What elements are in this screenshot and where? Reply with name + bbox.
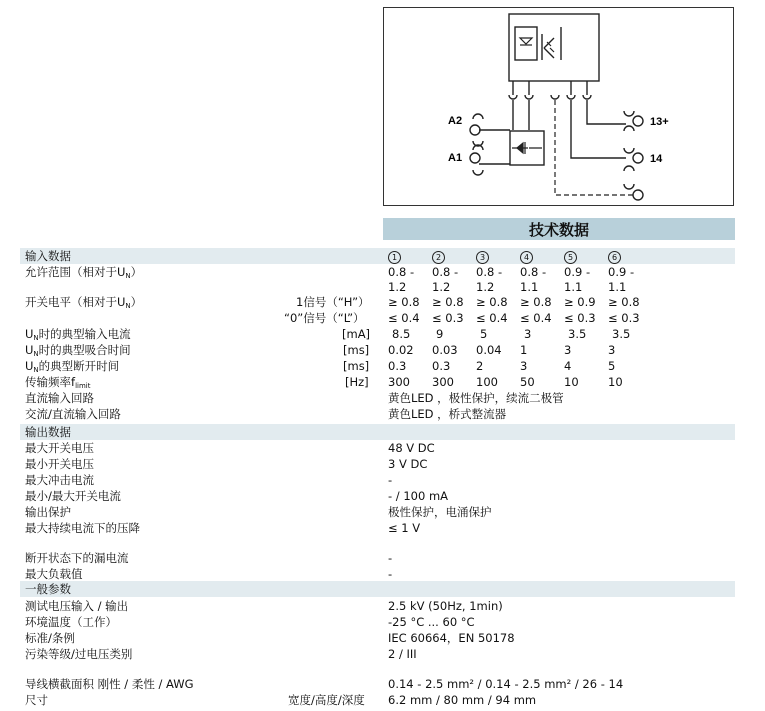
current-4: 3 [524, 327, 532, 341]
level-l-5: ≤ 0.3 [564, 311, 596, 325]
dropout-2: 0.3 [432, 359, 451, 373]
level-h-5: ≥ 0.9 [564, 295, 596, 309]
dropout-4: 3 [520, 359, 528, 373]
row-ac-circuit-label: 交流/直流输入回路 [25, 407, 121, 421]
level-h-2: ≥ 0.8 [432, 295, 464, 309]
level-h-3: ≥ 0.8 [476, 295, 508, 309]
output-label-7: 断开状态下的漏电流 [25, 551, 129, 565]
dropout-unit: [ms] [343, 359, 370, 373]
level-l-1: ≤ 0.4 [388, 311, 420, 325]
general-value-5: 0.14 - 2.5 mm² / 0.14 - 2.5 mm² / 26 - 14 [388, 677, 624, 691]
dc-circuit-value: 黄色LED ，极性保护，续流二极管 [388, 391, 564, 405]
frequency-1: 300 [388, 375, 410, 389]
pickup-2: 0.03 [432, 343, 458, 357]
row-dropout-label: $U_N$的典型断开时间 [25, 359, 120, 374]
output-value-8: - [388, 567, 393, 581]
level-h-6: ≥ 0.8 [608, 295, 640, 309]
pickup-3: 0.04 [476, 343, 502, 357]
output-label-4: 最小/最大开关电流 [25, 489, 121, 503]
section-input-heading: 输入数据 [25, 249, 71, 263]
output-label-2: 最小开关电压 [25, 457, 94, 471]
output-label-1: 最大开关电压 [25, 441, 94, 455]
dimensions-mid-label: 宽度/高度/深度 [288, 693, 365, 707]
dropout-1: 0.3 [388, 359, 407, 373]
output-value-3: - [388, 473, 393, 487]
variant-header-2: 2 [432, 248, 445, 264]
dropout-6: 5 [608, 359, 616, 373]
range-bottom-5: 1.1 [564, 280, 583, 294]
label-13: 13+ [650, 116, 669, 128]
circuit-diagram-svg [384, 8, 733, 205]
frequency-6: 10 [608, 375, 623, 389]
variant-header-5: 5 [564, 248, 577, 264]
dropout-3: 2 [476, 359, 484, 373]
current-3: 5 [480, 327, 488, 341]
general-value-1: 2.5 kV (50Hz, 1min) [388, 599, 503, 613]
output-value-1: 48 V DC [388, 441, 435, 455]
general-value-4: 2 / III [388, 647, 417, 661]
label-14: 14 [650, 153, 663, 165]
range-bottom-6: 1.1 [608, 280, 627, 294]
band-general [20, 581, 735, 597]
range-top-4: 0.8 - [520, 265, 547, 279]
level-l-2: ≤ 0.3 [432, 311, 464, 325]
general-value-6: 6.2 mm / 80 mm / 94 mm [388, 693, 537, 707]
general-label-6: 尺寸 [25, 693, 48, 707]
general-label-3: 标准/条例 [25, 631, 75, 645]
output-label-6: 最大持续电流下的压降 [25, 521, 140, 535]
range-top-3: 0.8 - [476, 265, 503, 279]
output-value-2: 3 V DC [388, 457, 428, 471]
pickup-unit: [ms] [343, 343, 370, 357]
dropout-5: 4 [564, 359, 572, 373]
general-label-2: 环境温度（工作） [25, 615, 117, 629]
frequency-4: 50 [520, 375, 535, 389]
section-title: 技术数据 [383, 218, 735, 240]
level-l-6: ≤ 0.3 [608, 311, 640, 325]
level-l-3: ≤ 0.4 [476, 311, 508, 325]
range-bottom-3: 1.2 [476, 280, 495, 294]
row-range-label: 允许范围（相对于$U_N$） [25, 265, 143, 280]
level-l-4: ≤ 0.4 [520, 311, 552, 325]
row-current-label: $U_N$时的典型输入电流 [25, 327, 131, 342]
range-bottom-1: 1.2 [388, 280, 407, 294]
section-output-heading: 输出数据 [25, 425, 71, 439]
range-top-1: 0.8 - [388, 265, 415, 279]
section-general-heading: 一般参数 [25, 582, 71, 596]
label-a2: A2 [448, 115, 463, 127]
frequency-2: 300 [432, 375, 454, 389]
band-output [20, 424, 735, 440]
range-bottom-4: 1.1 [520, 280, 539, 294]
variant-header-4: 4 [520, 248, 533, 264]
signal-l-label: “0”信号（“L”） [284, 311, 365, 325]
ac-circuit-value: 黄色LED ，桥式整流器 [388, 407, 507, 421]
current-2: 9 [436, 327, 444, 341]
variant-header-3: 3 [476, 248, 489, 264]
general-value-3: IEC 60664，EN 50178 [388, 631, 515, 645]
label-a1: A1 [448, 152, 463, 164]
frequency-unit: [Hz] [345, 375, 369, 389]
range-top-5: 0.9 - [564, 265, 591, 279]
general-label-4: 污染等级/过电压类别 [25, 647, 133, 661]
general-value-2: -25 °C ... 60 °C [388, 615, 475, 629]
current-6: 3.5 [612, 327, 631, 341]
general-label-5: 导线横截面积 刚性 / 柔性 / AWG [25, 677, 194, 691]
level-h-1: ≥ 0.8 [388, 295, 420, 309]
row-pickup-label: $U_N$时的典型吸合时间 [25, 343, 131, 358]
row-dc-circuit-label: 直流输入回路 [25, 391, 94, 405]
range-top-6: 0.9 - [608, 265, 635, 279]
circuit-diagram [383, 7, 734, 206]
variant-header-6: 6 [608, 248, 621, 264]
range-bottom-2: 1.2 [432, 280, 451, 294]
output-label-8: 最大负载值 [25, 567, 83, 581]
pickup-6: 3 [608, 343, 616, 357]
output-value-7: - [388, 551, 393, 565]
row-frequency-label: 传输频率$f_{limit}$ [25, 375, 91, 390]
frequency-5: 10 [564, 375, 579, 389]
current-5: 3.5 [568, 327, 587, 341]
row-switch-level-label: 开关电平（相对于$U_N$） [25, 295, 143, 310]
current-unit: [mA] [342, 327, 371, 341]
output-label-3: 最大冲击电流 [25, 473, 94, 487]
output-label-5: 输出保护 [25, 505, 71, 519]
output-value-6: ≤ 1 V [388, 521, 421, 535]
signal-h-label: 1信号（“H”） [296, 295, 370, 309]
variant-header-1: 1 [388, 248, 401, 264]
pickup-5: 3 [564, 343, 572, 357]
frequency-3: 100 [476, 375, 498, 389]
general-label-1: 测试电压输入 / 输出 [25, 599, 129, 613]
output-value-4: - / 100 mA [388, 489, 449, 503]
current-1: 8.5 [392, 327, 411, 341]
output-value-5: 极性保护，电涌保护 [388, 505, 492, 519]
pickup-4: 1 [520, 343, 528, 357]
range-top-2: 0.8 - [432, 265, 459, 279]
pickup-1: 0.02 [388, 343, 414, 357]
level-h-4: ≥ 0.8 [520, 295, 552, 309]
band-input [20, 248, 735, 264]
